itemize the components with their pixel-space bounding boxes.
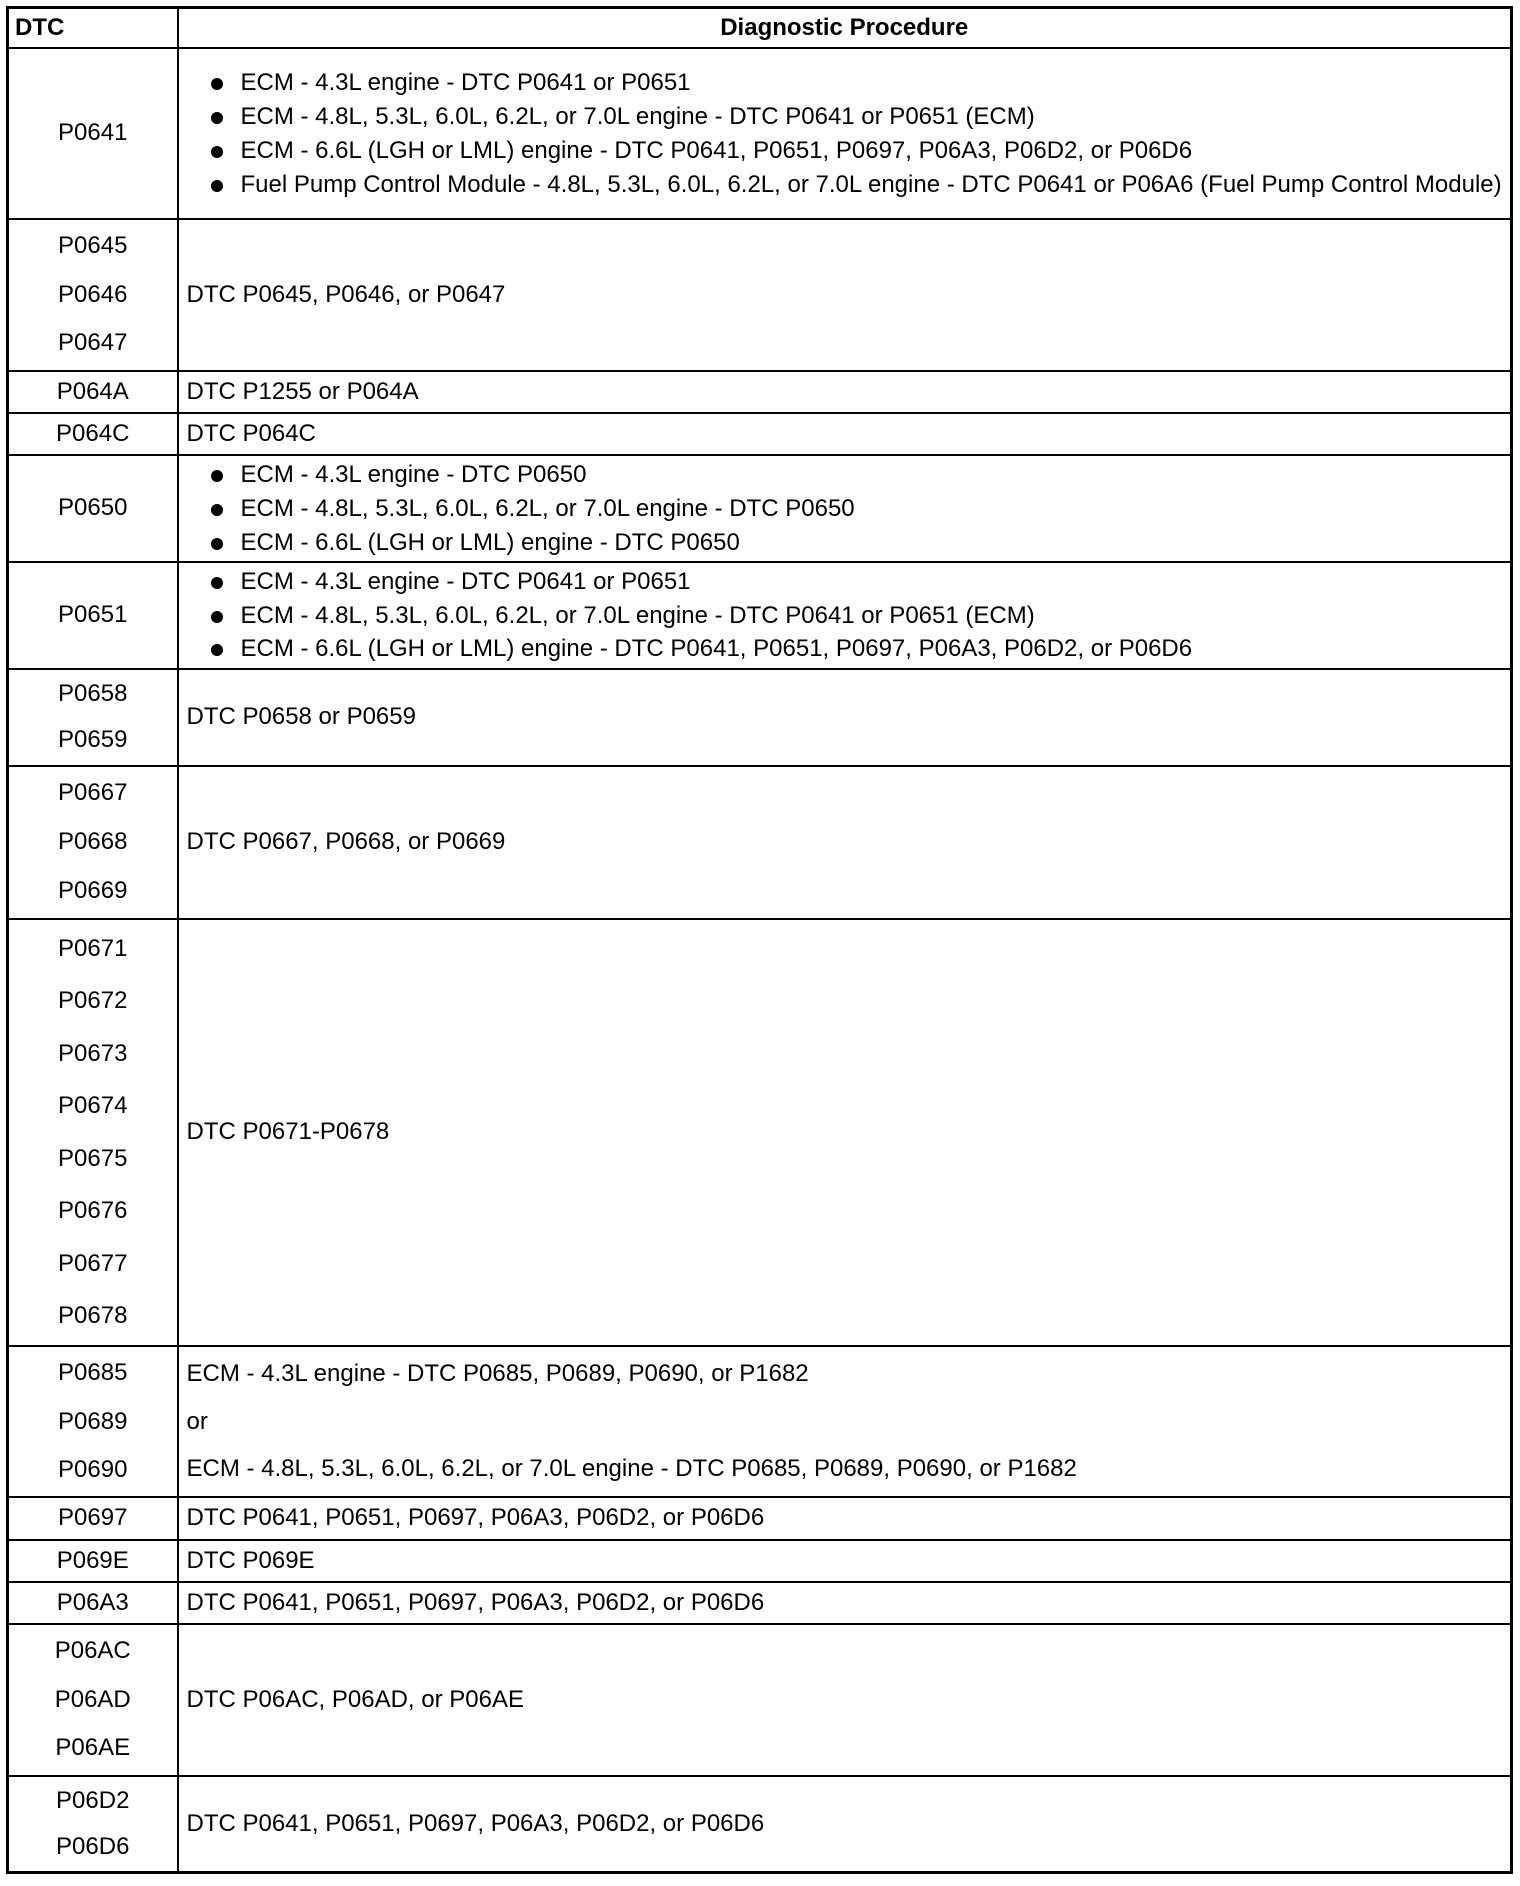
dtc-code: P064C <box>56 419 130 447</box>
procedure-cell <box>178 919 1512 1346</box>
procedure-text: DTC P0641, P0651, P0697, P06A3, P06D2, or P06D6 <box>186 1589 765 1617</box>
table-row <box>8 371 1512 413</box>
procedure-list-item <box>203 530 1503 556</box>
procedure-text: DTC P0671-P0678 <box>186 1118 390 1146</box>
dtc-code: P0658 <box>58 680 128 708</box>
dtc-code: P0650 <box>58 494 128 522</box>
procedure-text: DTC P0641, P0651, P0697, P06A3, P06D2, or P06D6 <box>186 1809 765 1837</box>
procedure-list-item <box>203 636 1503 662</box>
dtc-code: P0641 <box>58 119 128 147</box>
procedure-cell <box>178 669 1512 766</box>
procedure-list <box>187 569 1503 663</box>
dtc-code: P0659 <box>58 726 128 754</box>
dtc-code: P0651 <box>58 601 128 629</box>
table-row <box>8 455 1512 562</box>
procedure-list-item <box>203 569 1503 595</box>
dtc-code: P06D2 <box>56 1786 130 1814</box>
procedure-cell <box>178 562 1512 669</box>
procedure-list-item <box>203 603 1503 629</box>
dtc-code: P069E <box>56 1546 129 1574</box>
table-row <box>8 1582 1512 1624</box>
dtc-cell <box>8 455 178 562</box>
dtc-code: P0697 <box>58 1504 128 1532</box>
procedure-cell <box>178 455 1512 562</box>
dtc-cell <box>8 1776 178 1873</box>
bullet-icon <box>211 644 223 656</box>
procedure-text: DTC P064C <box>186 419 316 447</box>
header-row <box>8 8 1512 49</box>
dtc-cell <box>8 1624 178 1775</box>
procedure-cell <box>178 219 1512 370</box>
dtc-code: P0676 <box>58 1197 128 1225</box>
bullet-icon <box>211 611 223 623</box>
procedure-cell <box>178 1346 1512 1497</box>
procedure-cell <box>178 48 1512 219</box>
procedure-text: Fuel Pump Control Module - 4.8L, 5.3L, 6.0L, 6.2L, or 7.0L engine - DTC P0641 or P06A6 (Fuel Pump Control Module) <box>240 170 1502 198</box>
table-row <box>8 766 1512 919</box>
table-row <box>8 562 1512 669</box>
procedure-list <box>187 462 1503 556</box>
procedure-list-item <box>203 138 1503 164</box>
dtc-cell <box>8 919 178 1346</box>
dtc-cell <box>8 562 178 669</box>
procedure-text: or <box>186 1407 208 1435</box>
dtc-code: P0667 <box>58 778 128 806</box>
dtc-code: P064A <box>56 377 129 405</box>
procedure-cell <box>178 371 1512 413</box>
dtc-code: P0677 <box>58 1249 128 1277</box>
table-row <box>8 219 1512 370</box>
dtc-code: P0645 <box>58 232 128 260</box>
procedure-list-item <box>203 462 1503 488</box>
table-body <box>8 48 1512 1873</box>
bullet-icon <box>211 146 223 158</box>
dtc-code: P0671 <box>58 934 128 962</box>
dtc-cell <box>8 371 178 413</box>
procedure-cell <box>178 1624 1512 1775</box>
table-row <box>8 413 1512 455</box>
procedure-text: ECM - 6.6L (LGH or LML) engine - DTC P0641, P0651, P0697, P06A3, P06D2, or P06D6 <box>240 635 1193 663</box>
dtc-code: P06AD <box>54 1685 131 1713</box>
bullet-icon <box>211 577 223 589</box>
procedure-cell <box>178 766 1512 919</box>
bullet-icon <box>211 538 223 550</box>
procedure-cell <box>178 1776 1512 1873</box>
dtc-code: P06AC <box>54 1637 131 1665</box>
dtc-code: P0672 <box>58 987 128 1015</box>
dtc-cell <box>8 766 178 919</box>
dtc-code: P0646 <box>58 280 128 308</box>
procedure-text: DTC P0658 or P0659 <box>186 703 416 731</box>
bullet-icon <box>211 180 223 192</box>
procedure-text: ECM - 4.8L, 5.3L, 6.0L, 6.2L, or 7.0L engine - DTC P0641 or P0651 (ECM) <box>240 102 1035 130</box>
bullet-icon <box>211 78 223 90</box>
procedure-text: DTC P0645, P0646, or P0647 <box>186 280 506 308</box>
procedure-text: ECM - 4.8L, 5.3L, 6.0L, 6.2L, or 7.0L engine - DTC P0650 <box>240 494 855 522</box>
table-row <box>8 1776 1512 1873</box>
procedure-text: ECM - 6.6L (LGH or LML) engine - DTC P0650 <box>240 528 740 556</box>
dtc-code: P0674 <box>58 1092 128 1120</box>
procedure-text: ECM - 4.3L engine - DTC P0641 or P0651 <box>240 68 691 96</box>
procedure-text: DTC P1255 or P064A <box>186 377 419 405</box>
procedure-text: ECM - 4.8L, 5.3L, 6.0L, 6.2L, or 7.0L engine - DTC P0641 or P0651 (ECM) <box>240 601 1035 629</box>
dtc-code: P0669 <box>58 877 128 905</box>
table-row <box>8 919 1512 1346</box>
dtc-code: P0647 <box>58 329 128 357</box>
procedure-list-item <box>203 172 1503 198</box>
dtc-cell <box>8 413 178 455</box>
dtc-cell <box>8 1497 178 1539</box>
table-row <box>8 1497 1512 1539</box>
dtc-cell <box>8 1582 178 1624</box>
header-procedure: Diagnostic Procedure <box>178 8 1512 49</box>
bullet-icon <box>211 470 223 482</box>
dtc-cell <box>8 669 178 766</box>
procedure-text: ECM - 4.3L engine - DTC P0685, P0689, P0690, or P1682 <box>186 1360 809 1388</box>
dtc-cell <box>8 219 178 370</box>
table-row <box>8 669 1512 766</box>
dtc-code: P0685 <box>58 1358 128 1386</box>
bullet-icon <box>211 112 223 124</box>
procedure-text: ECM - 6.6L (LGH or LML) engine - DTC P0641, P0651, P0697, P06A3, P06D2, or P06D6 <box>240 136 1193 164</box>
table-row <box>8 48 1512 219</box>
table-row <box>8 1540 1512 1582</box>
dtc-cell <box>8 1540 178 1582</box>
header-dtc: DTC <box>8 8 178 49</box>
procedure-text: DTC P0667, P0668, or P0669 <box>186 828 506 856</box>
dtc-code: P0690 <box>58 1456 128 1484</box>
dtc-code: P0668 <box>58 828 128 856</box>
dtc-code: P06D6 <box>56 1832 130 1860</box>
dtc-code: P0675 <box>58 1144 128 1172</box>
procedure-text: DTC P0641, P0651, P0697, P06A3, P06D2, or P06D6 <box>186 1504 765 1532</box>
procedure-text: ECM - 4.3L engine - DTC P0641 or P0651 <box>240 567 691 595</box>
procedure-cell <box>178 1540 1512 1582</box>
procedure-text: DTC P06AC, P06AD, or P06AE <box>186 1685 524 1713</box>
procedure-list-item <box>203 104 1503 130</box>
procedure-list <box>187 70 1503 198</box>
procedure-text: DTC P069E <box>186 1546 315 1574</box>
dtc-cell <box>8 1346 178 1497</box>
procedure-cell <box>178 1582 1512 1624</box>
dtc-code: P0673 <box>58 1039 128 1067</box>
dtc-code: P0678 <box>58 1302 128 1330</box>
procedure-list-item <box>203 496 1503 522</box>
dtc-cell <box>8 48 178 219</box>
procedure-cell <box>178 413 1512 455</box>
procedure-list-item <box>203 70 1503 96</box>
dtc-table <box>6 6 1513 1874</box>
bullet-icon <box>211 504 223 516</box>
table-row <box>8 1624 1512 1775</box>
dtc-code: P06AE <box>55 1734 131 1762</box>
dtc-code: P0689 <box>58 1407 128 1435</box>
procedure-text: ECM - 4.3L engine - DTC P0650 <box>240 460 587 488</box>
dtc-code: P06A3 <box>56 1589 129 1617</box>
procedure-cell <box>178 1497 1512 1539</box>
table-row <box>8 1346 1512 1497</box>
procedure-text: ECM - 4.8L, 5.3L, 6.0L, 6.2L, or 7.0L engine - DTC P0685, P0689, P0690, or P1682 <box>186 1454 1077 1482</box>
